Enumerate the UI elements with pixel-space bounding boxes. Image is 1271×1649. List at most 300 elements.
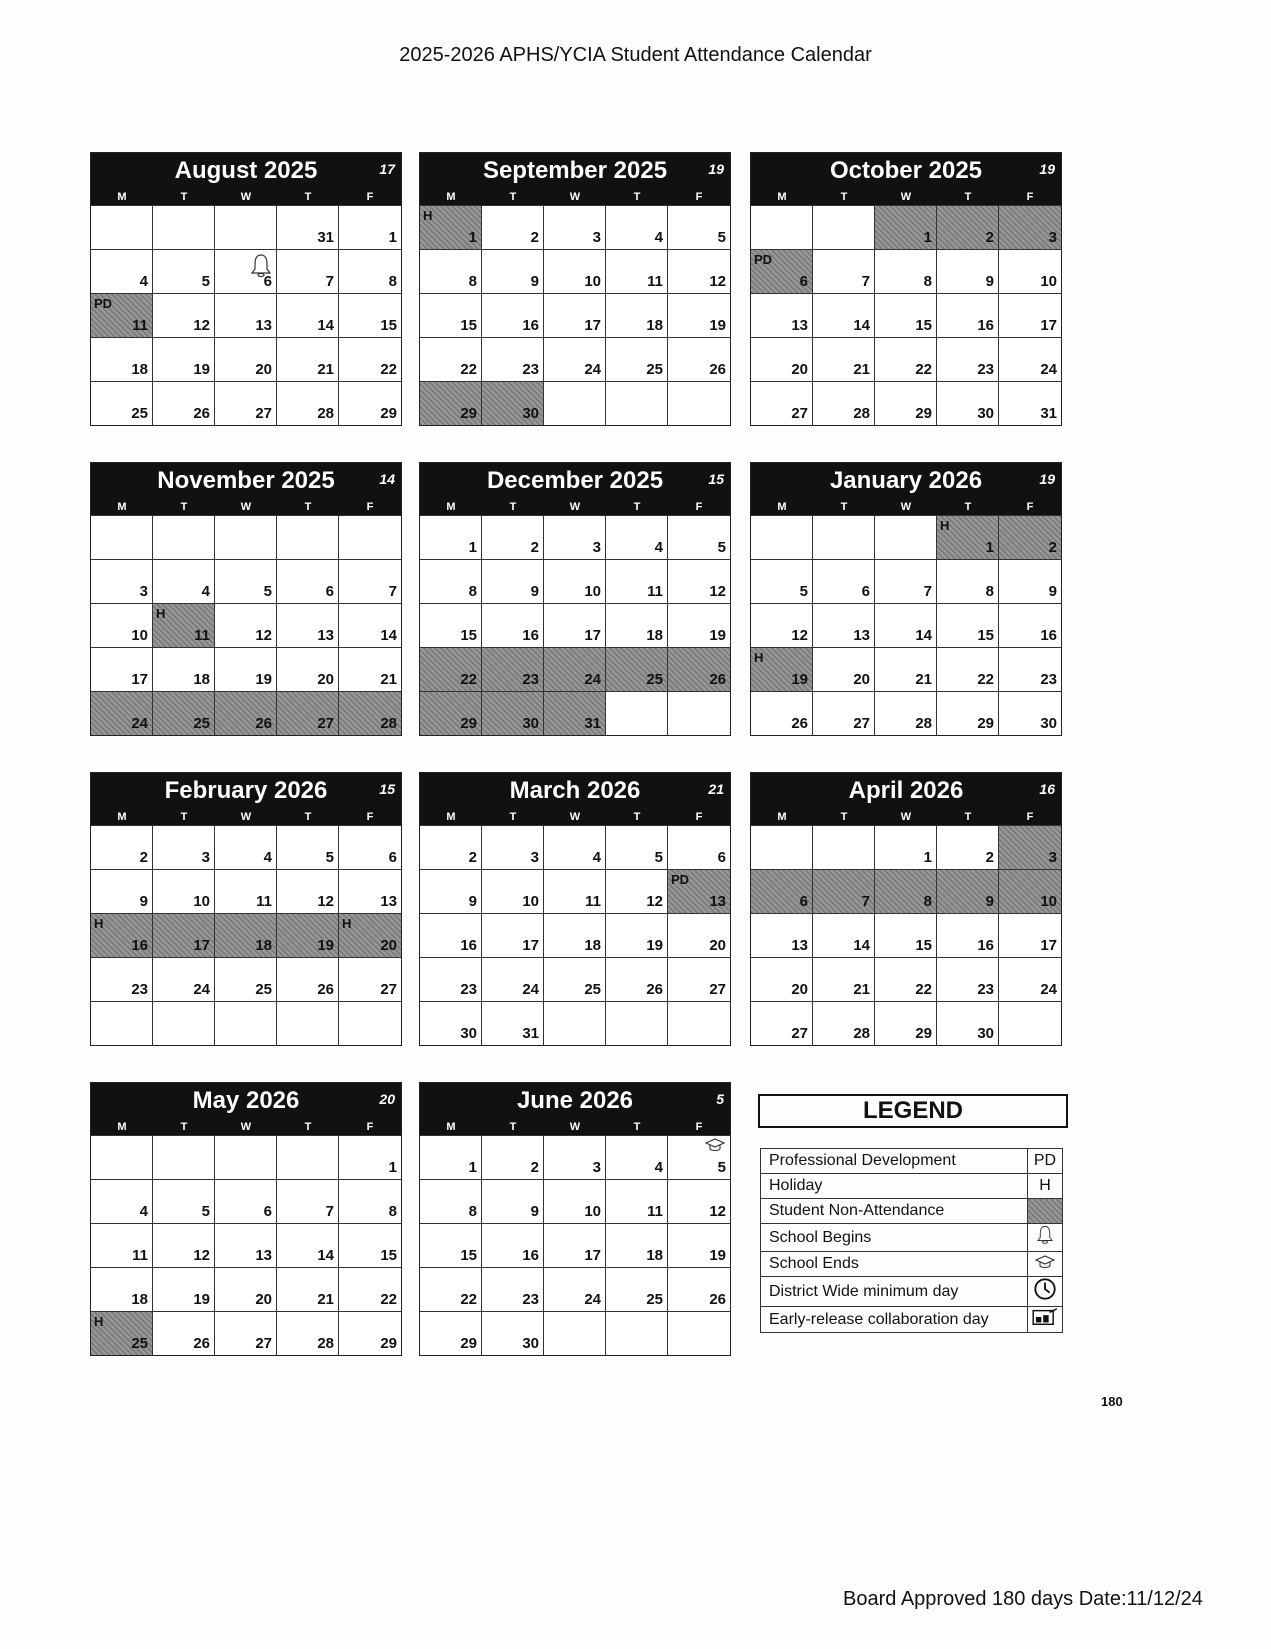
day-number: 25 (584, 981, 601, 998)
empty-day-cell (339, 1001, 401, 1045)
day-number: 20 (255, 361, 272, 378)
day-number: 9 (985, 273, 994, 290)
day-cell (813, 691, 875, 735)
empty-day-cell (339, 515, 401, 559)
day-number: 14 (380, 627, 397, 644)
month-name: October 2025 (829, 157, 983, 184)
day-cell (875, 913, 937, 957)
day-grid (91, 205, 401, 425)
clock-icon (1028, 1277, 1063, 1307)
month-calendar (90, 772, 402, 1046)
day-number: 14 (317, 317, 334, 334)
month-calendar (90, 462, 402, 736)
day-number: 14 (853, 317, 870, 334)
day-cell (544, 1179, 606, 1223)
day-cell (999, 515, 1061, 559)
day-number: 22 (460, 671, 477, 688)
day-cell (277, 1267, 339, 1311)
day-cell (153, 1223, 215, 1267)
day-grid (420, 825, 730, 1045)
day-cell (544, 691, 606, 735)
weekday-header (751, 811, 1061, 823)
day-number: 2 (530, 539, 539, 556)
day-cell (813, 603, 875, 647)
month-calendar (419, 772, 731, 1046)
day-cell (215, 913, 277, 957)
day-number: 23 (1040, 671, 1057, 688)
day-cell (999, 293, 1061, 337)
day-number: 13 (380, 893, 397, 910)
weekday-label: M (446, 501, 456, 513)
day-cell (482, 337, 544, 381)
weekday-label: T (180, 191, 188, 203)
day-number: 20 (791, 361, 808, 378)
month-header (420, 463, 730, 515)
day-grid (751, 515, 1061, 735)
day-cell (91, 559, 153, 603)
day-number: 6 (263, 273, 272, 290)
day-number: 4 (139, 1203, 148, 1220)
day-number: 9 (530, 1203, 539, 1220)
day-cell (937, 1001, 999, 1045)
day-cell (420, 1223, 482, 1267)
month-header (91, 1083, 401, 1135)
day-cell (91, 647, 153, 691)
day-number: 30 (977, 1025, 994, 1042)
day-number: 6 (388, 849, 397, 866)
day-cell (482, 1311, 544, 1355)
empty-day-cell (91, 1135, 153, 1179)
day-cell (751, 293, 813, 337)
day-cell (420, 691, 482, 735)
day-number: 13 (709, 893, 726, 910)
day-number: 3 (592, 229, 601, 246)
day-cell (813, 869, 875, 913)
day-number: 20 (317, 671, 334, 688)
empty-day-cell (668, 1311, 730, 1355)
weekday-label: T (180, 811, 188, 823)
day-number: 20 (709, 937, 726, 954)
day-number: 13 (255, 1247, 272, 1264)
day-number: 19 (193, 361, 210, 378)
empty-day-cell (153, 1001, 215, 1045)
day-cell (813, 249, 875, 293)
day-cell (875, 869, 937, 913)
day-number: 21 (853, 361, 870, 378)
day-number: 1 (468, 229, 477, 246)
legend-row (761, 1149, 1063, 1174)
day-code: H (94, 916, 104, 931)
weekday-label: F (1026, 811, 1034, 823)
empty-day-cell (813, 515, 875, 559)
page-title: 2025-2026 APHS/YCIA Student Attendance Calendar (399, 44, 872, 66)
day-code: H (423, 208, 433, 223)
day-grid (751, 205, 1061, 425)
day-number: 2 (1048, 539, 1057, 556)
day-number: 2 (530, 1159, 539, 1176)
day-number: 16 (131, 937, 148, 954)
legend-label: Student Non-Attendance (761, 1199, 1028, 1224)
empty-day-cell (544, 1001, 606, 1045)
day-number: 18 (131, 361, 148, 378)
day-cell (339, 559, 401, 603)
legend-row (761, 1174, 1063, 1199)
day-number: 15 (977, 627, 994, 644)
day-number: 22 (380, 361, 397, 378)
weekday-label: F (695, 811, 703, 823)
day-number: 6 (717, 849, 726, 866)
month-header (420, 773, 730, 825)
day-number: 7 (861, 893, 870, 910)
day-cell (215, 647, 277, 691)
total-days: 180 (1101, 1394, 1123, 1409)
day-cell (339, 249, 401, 293)
month-name: August 2025 (174, 157, 318, 184)
day-cell (339, 205, 401, 249)
day-cell (215, 1311, 277, 1355)
day-number: 4 (654, 539, 663, 556)
day-cell (91, 1267, 153, 1311)
day-number: 22 (380, 1291, 397, 1308)
day-cell (420, 647, 482, 691)
day-number: 16 (522, 627, 539, 644)
day-number: 26 (317, 981, 334, 998)
day-number: 29 (977, 715, 994, 732)
day-number: 5 (263, 583, 272, 600)
day-cell (668, 913, 730, 957)
day-number: 29 (915, 405, 932, 422)
day-number: 9 (139, 893, 148, 910)
day-cell (606, 913, 668, 957)
day-number: 28 (853, 1025, 870, 1042)
day-cell (153, 1267, 215, 1311)
day-number: 17 (584, 317, 601, 334)
day-cell (153, 381, 215, 425)
day-cell (875, 381, 937, 425)
day-cell (751, 913, 813, 957)
day-cell (420, 913, 482, 957)
day-cell (937, 869, 999, 913)
day-number: 17 (584, 627, 601, 644)
weekday-label: W (240, 1121, 252, 1133)
day-number: 5 (799, 583, 808, 600)
day-cell (606, 1267, 668, 1311)
weekday-label: M (446, 811, 456, 823)
day-number: 24 (584, 671, 601, 688)
day-cell (544, 249, 606, 293)
day-number: 22 (460, 1291, 477, 1308)
weekday-header (420, 1121, 730, 1133)
day-cell (153, 1179, 215, 1223)
day-cell (875, 337, 937, 381)
day-code: H (754, 650, 764, 665)
day-number: 15 (460, 1247, 477, 1264)
empty-day-cell (277, 515, 339, 559)
day-number: 18 (193, 671, 210, 688)
day-number: 15 (915, 317, 932, 334)
month-day-count: 19 (1039, 471, 1055, 487)
day-number: 12 (193, 317, 210, 334)
day-cell (277, 293, 339, 337)
day-number: 12 (317, 893, 334, 910)
day-number: 29 (460, 405, 477, 422)
weekday-label: T (633, 191, 641, 203)
day-cell (606, 337, 668, 381)
day-number: 9 (1048, 583, 1057, 600)
day-number: 17 (1040, 317, 1057, 334)
day-grid (91, 1135, 401, 1355)
day-number: 4 (592, 849, 601, 866)
day-cell (420, 381, 482, 425)
month-calendar (750, 152, 1062, 426)
day-cell (420, 1311, 482, 1355)
weekday-label: T (633, 501, 641, 513)
day-number: 15 (460, 317, 477, 334)
day-number: 10 (1040, 273, 1057, 290)
day-cell (91, 691, 153, 735)
day-cell (153, 603, 215, 647)
day-number: 11 (585, 893, 601, 910)
weekday-header (91, 191, 401, 203)
day-number: 13 (791, 937, 808, 954)
day-cell (544, 293, 606, 337)
month-name: November 2025 (157, 467, 335, 494)
day-grid (91, 825, 401, 1045)
day-number: 20 (791, 981, 808, 998)
day-number: 25 (193, 715, 210, 732)
day-number: 10 (522, 893, 539, 910)
legend-label: District Wide minimum day (761, 1277, 1028, 1307)
day-number: 12 (646, 893, 663, 910)
day-cell (813, 337, 875, 381)
weekday-label: F (366, 811, 374, 823)
weekday-label: F (366, 1121, 374, 1133)
day-cell (339, 293, 401, 337)
day-number: 6 (263, 1203, 272, 1220)
day-cell (544, 869, 606, 913)
day-number: 12 (709, 1203, 726, 1220)
day-number: 27 (853, 715, 870, 732)
day-code: H (156, 606, 166, 621)
day-cell (751, 337, 813, 381)
legend-label: School Ends (761, 1252, 1028, 1277)
day-cell (339, 381, 401, 425)
day-number: 1 (388, 229, 397, 246)
day-number: 18 (584, 937, 601, 954)
day-number: 25 (131, 1335, 148, 1352)
day-cell (544, 1267, 606, 1311)
day-number: 2 (530, 229, 539, 246)
day-number: 16 (977, 937, 994, 954)
day-cell (91, 957, 153, 1001)
day-cell (668, 293, 730, 337)
day-cell (215, 381, 277, 425)
month-header (751, 463, 1061, 515)
day-number: 26 (709, 1291, 726, 1308)
day-cell (277, 647, 339, 691)
empty-day-cell (875, 515, 937, 559)
day-number: 1 (923, 849, 932, 866)
day-number: 28 (915, 715, 932, 732)
day-number: 16 (977, 317, 994, 334)
weekday-label: M (117, 1121, 127, 1133)
day-number: 15 (380, 1247, 397, 1264)
day-number: 19 (709, 317, 726, 334)
day-cell (277, 869, 339, 913)
day-cell (751, 559, 813, 603)
day-number: 12 (791, 627, 808, 644)
day-cell (339, 1135, 401, 1179)
weekday-label: T (509, 191, 517, 203)
day-cell (482, 559, 544, 603)
legend-label: Professional Development (761, 1149, 1028, 1174)
day-cell (999, 647, 1061, 691)
day-number: 8 (923, 893, 932, 910)
day-cell (91, 825, 153, 869)
day-number: 19 (709, 1247, 726, 1264)
day-cell (999, 913, 1061, 957)
day-number: 22 (977, 671, 994, 688)
day-number: 18 (646, 317, 663, 334)
weekday-label: T (964, 501, 972, 513)
weekday-label: W (240, 191, 252, 203)
day-cell (153, 249, 215, 293)
day-cell (813, 957, 875, 1001)
day-cell (420, 825, 482, 869)
day-cell (420, 603, 482, 647)
day-cell (875, 249, 937, 293)
day-cell (215, 1223, 277, 1267)
month-header (420, 1083, 730, 1135)
day-cell (277, 1179, 339, 1223)
day-cell (999, 249, 1061, 293)
day-cell (153, 1311, 215, 1355)
day-number: 27 (380, 981, 397, 998)
month-calendar (419, 152, 731, 426)
day-cell (420, 957, 482, 1001)
day-number: 27 (255, 1335, 272, 1352)
day-cell (153, 691, 215, 735)
day-cell (420, 293, 482, 337)
day-cell (544, 957, 606, 1001)
day-cell (875, 1001, 937, 1045)
day-number: 14 (317, 1247, 334, 1264)
day-number: 4 (139, 273, 148, 290)
day-grid (91, 515, 401, 735)
day-cell (420, 249, 482, 293)
day-cell (91, 293, 153, 337)
day-cell (91, 603, 153, 647)
month-name: December 2025 (486, 467, 664, 494)
day-number: 28 (317, 1335, 334, 1352)
day-number: 24 (1040, 981, 1057, 998)
day-number: 19 (791, 671, 808, 688)
day-cell (937, 559, 999, 603)
day-number: 30 (522, 405, 539, 422)
day-cell (215, 957, 277, 1001)
day-cell (420, 559, 482, 603)
day-cell (277, 1311, 339, 1355)
day-number: 3 (592, 1159, 601, 1176)
day-number: 10 (584, 273, 601, 290)
day-number: 11 (132, 1247, 148, 1264)
day-number: 11 (647, 273, 663, 290)
day-number: 8 (388, 273, 397, 290)
day-cell (339, 1267, 401, 1311)
day-number: 27 (791, 1025, 808, 1042)
day-cell (668, 869, 730, 913)
legend-symbol: PD (1028, 1149, 1063, 1174)
day-cell (482, 1135, 544, 1179)
day-code: PD (94, 296, 113, 311)
day-number: 3 (530, 849, 539, 866)
day-cell (339, 957, 401, 1001)
day-cell (91, 1311, 153, 1355)
day-cell (999, 825, 1061, 869)
day-cell (215, 1179, 277, 1223)
day-cell (91, 1223, 153, 1267)
day-number: 16 (522, 317, 539, 334)
day-cell (606, 205, 668, 249)
empty-day-cell (277, 1135, 339, 1179)
day-cell (606, 515, 668, 559)
day-number: 2 (985, 849, 994, 866)
day-cell (420, 1135, 482, 1179)
day-cell (668, 1267, 730, 1311)
day-number: 22 (915, 981, 932, 998)
empty-day-cell (751, 825, 813, 869)
day-number: 21 (317, 361, 334, 378)
day-number: 3 (201, 849, 210, 866)
day-number: 24 (584, 1291, 601, 1308)
day-number: 20 (255, 1291, 272, 1308)
day-cell (420, 1267, 482, 1311)
month-day-count: 15 (708, 471, 724, 487)
day-number: 27 (709, 981, 726, 998)
day-number: 6 (799, 893, 808, 910)
day-cell (339, 647, 401, 691)
legend-label: Early-release collaboration day (761, 1307, 1028, 1333)
day-number: 3 (592, 539, 601, 556)
day-number: 20 (380, 937, 397, 954)
weekday-label: T (633, 811, 641, 823)
day-cell (482, 913, 544, 957)
legend-row (761, 1277, 1063, 1307)
shade-swatch (1028, 1199, 1063, 1224)
legend-row (761, 1199, 1063, 1224)
day-cell (606, 559, 668, 603)
day-cell (606, 1223, 668, 1267)
day-cell (999, 381, 1061, 425)
weekday-label: W (569, 1121, 581, 1133)
day-number: 28 (380, 715, 397, 732)
day-number: 13 (317, 627, 334, 644)
day-cell (420, 337, 482, 381)
weekday-label: T (633, 1121, 641, 1133)
day-number: 12 (709, 273, 726, 290)
weekday-label: M (117, 501, 127, 513)
weekday-label: M (446, 1121, 456, 1133)
day-cell (999, 337, 1061, 381)
day-cell (937, 603, 999, 647)
day-cell (544, 205, 606, 249)
empty-day-cell (153, 205, 215, 249)
day-number: 16 (522, 1247, 539, 1264)
day-number: 31 (1040, 405, 1057, 422)
day-number: 21 (380, 671, 397, 688)
day-number: 13 (791, 317, 808, 334)
graduation-cap-icon (704, 1137, 726, 1153)
